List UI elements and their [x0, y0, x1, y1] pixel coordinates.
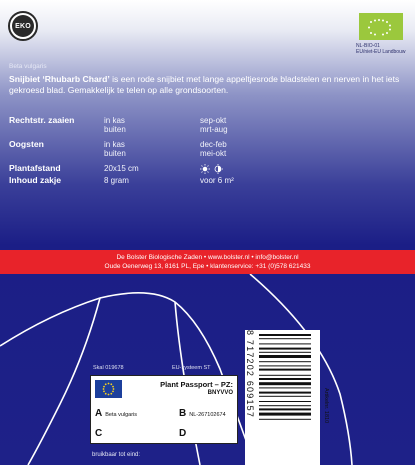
harvest-where-2: buiten [104, 149, 126, 158]
spacing-label: Plantafstand [9, 163, 61, 173]
passport-title: Plant Passport – PZ: [160, 380, 233, 389]
latin-name: Beta vulgaris [9, 63, 47, 70]
eu-code-line2: EU/niet-EU Landbouw [356, 49, 406, 55]
half-sun-icon [213, 164, 223, 174]
barcode-digits: 8 717202 609157 [245, 330, 255, 419]
eko-logo-text: EKO [12, 15, 34, 37]
content-extra: voor 6 m² [200, 175, 234, 185]
sun-exposure-icons [200, 164, 223, 173]
eko-logo [8, 11, 38, 41]
best-before-label: bruikbaar tot eind: [92, 452, 141, 458]
passport-code: BNYVVO [207, 390, 233, 396]
harvest-when-2: mei-okt [200, 149, 227, 158]
description-text: is een rode snijbiet met lange appeltjesrode bladstelen en nerven in het iets gekroesd blad. Gemakkelijk te telen op alle grondsoorten. [9, 74, 400, 95]
eu-system-label: EU-systeem ST [172, 365, 211, 371]
harvest-where-1: in kas [104, 140, 125, 149]
sow-where-2: buiten [104, 125, 126, 134]
passport-letter-b: B [179, 408, 187, 419]
passport-value-b: NL-267102674 [189, 412, 226, 418]
harvest-when-1: dec-feb [200, 140, 227, 149]
eu-organic-code [356, 43, 405, 55]
sun-icon [200, 164, 210, 174]
passport-field-b [179, 408, 226, 419]
plant-passport [90, 375, 238, 444]
passport-letter-a: A [95, 408, 103, 419]
sow-label: Rechtstr. zaaien [9, 115, 75, 125]
company-line2: Oude Oenerweg 13, 8161 PL, Epe • klantenservice: +31 (0)578 621433 [104, 263, 311, 270]
content-value: 8 gram [104, 175, 129, 185]
eu-star-leaf-icon [364, 17, 398, 37]
company-line1: De Bolster Biologische Zaden • www.bolster.nl • info@bolster.nl [116, 254, 299, 261]
product-name: Snijbiet ‘Rhubarb Chard’ [9, 74, 110, 84]
passport-letter-c: C [95, 428, 103, 439]
content-label: Inhoud zakje [9, 174, 62, 185]
eu-flag-icon [95, 380, 122, 398]
harvest-label: Oogsten [9, 139, 44, 149]
skal-number: Skal 019678 [93, 365, 124, 371]
eu-organic-leaf-logo [359, 13, 403, 40]
passport-field-a [95, 408, 137, 419]
sowing-info-table [9, 116, 234, 185]
company-band [0, 250, 415, 274]
passport-letter-d: D [179, 428, 187, 439]
sow-when-1: sep-okt [200, 116, 227, 125]
passport-field-c [95, 428, 102, 439]
article-number: Artikelnr. 1810 [323, 388, 329, 424]
product-description [9, 74, 409, 96]
sow-where-1: in kas [104, 116, 125, 125]
passport-field-d [179, 428, 186, 439]
header-area [0, 0, 415, 70]
barcode-area [245, 330, 329, 465]
eu-code-line1: NL-BIO-01 [356, 43, 380, 49]
barcode [245, 330, 320, 465]
spacing-value: 20x15 cm [104, 164, 139, 173]
passport-value-a: Beta vulgaris [105, 412, 138, 418]
sow-when-2: mrt-aug [200, 125, 228, 134]
